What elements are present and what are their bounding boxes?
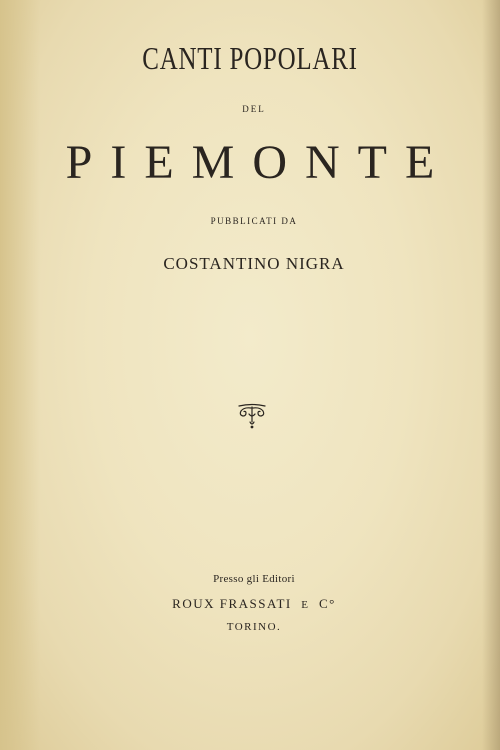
title-connector: DEL — [242, 104, 266, 114]
publisher-co: C° — [318, 596, 336, 611]
imprint-intro: Presso gli Editori — [213, 573, 295, 585]
publisher-name: ROUX FRASSATI — [172, 596, 292, 611]
publisher-line — [4, 596, 500, 612]
byline-intro: PUBBLICATI DA — [210, 216, 298, 226]
title-line-2: PIEMONTE — [65, 136, 453, 189]
title-line-1: CANTI POPOLARI — [142, 40, 358, 76]
author-name: COSTANTINO NIGRA — [163, 254, 345, 273]
fleuron-icon — [236, 402, 268, 430]
publisher-and: E — [301, 599, 310, 611]
imprint-city: TORINO. — [226, 621, 282, 633]
